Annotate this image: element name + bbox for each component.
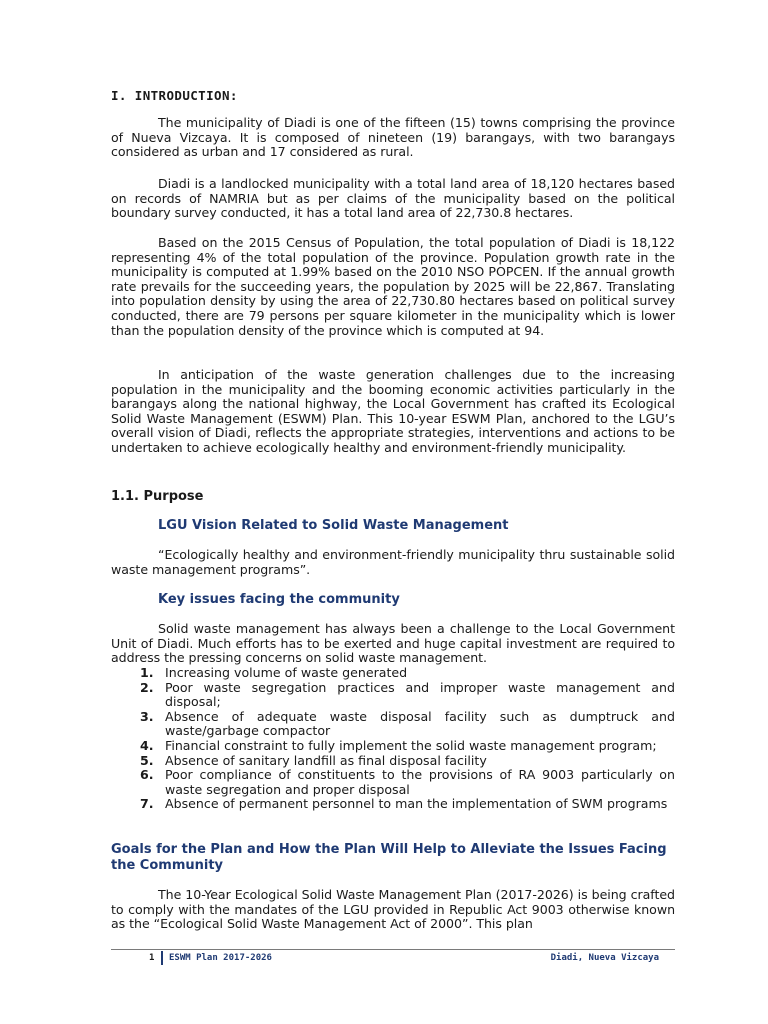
list-item [140, 739, 675, 754]
goals-text: The 10-Year Ecological Solid Waste Management Plan (2017-2026) is being crafted to comply with the mandates of the LGU provided in Republic Act 9003 otherwise known as the “Ecological Solid Waste Management Act of 2000”. This plan [111, 887, 675, 932]
list-item-text: Increasing volume of waste generated [165, 665, 408, 680]
purpose-heading: 1.1. Purpose [111, 489, 204, 504]
list-item [140, 768, 675, 797]
issues-intro: Solid waste management has always been a challenge to the Local Government Unit of Diadi. Much efforts has to be exerted and huge capital investment are required to address the pressing concerns on solid waste management. [111, 621, 675, 666]
list-item-text: Absence of sanitary landfill as final disposal facility [165, 752, 487, 768]
page-footer [111, 951, 675, 965]
list-item [140, 710, 675, 739]
intro-paragraph-2: Diadi is a landlocked municipality with a total land area of 18,120 hectares based on records of NAMRIA but as per claims of the municipality based on the political boundary survey conducted, it has a total land area of 22,730.8 hectares. [111, 176, 675, 221]
vision-heading: LGU Vision Related to Solid Waste Management [158, 518, 509, 533]
footer-plan-title: ESWM Plan 2017-2026 [169, 953, 272, 963]
list-item-number: 3. [140, 708, 154, 724]
list-item-text: Absence of adequate waste disposal facility such as dumptruck and waste/garbage compactor [165, 708, 675, 739]
footer-separator [161, 951, 163, 965]
list-item-text: Poor compliance of constituents to the provisions of RA 9003 particularly on waste segregation and proper disposal [165, 767, 675, 797]
list-item-text: Absence of permanent personnel to man the implementation of SWM programs [165, 796, 668, 812]
goals-heading: Goals for the Plan and How the Plan Will Help to Alleviate the Issues Facing the Community [111, 842, 667, 873]
list-item [140, 797, 675, 812]
list-item-number: 1. [140, 665, 154, 680]
list-item-number: 4. [140, 737, 154, 753]
issues-list [140, 666, 675, 812]
list-item-text: Financial constraint to fully implement the solid waste management program; [165, 737, 657, 753]
page-number: 1 [149, 953, 155, 963]
list-item-number: 6. [140, 767, 154, 783]
list-item-text: Poor waste segregation practices and improper waste management and disposal; [165, 679, 675, 710]
list-item-number: 5. [140, 752, 154, 768]
footer-divider [111, 949, 675, 950]
list-item [140, 681, 675, 710]
intro-paragraph-4: In anticipation of the waste generation challenges due to the increasing population in the municipality and the booming economic activities particularly in the barangays along the national highway, the Local Government has crafted its Ecological Solid Waste Management (ESWM) Plan. This 10-year ESWM Plan, anchored to the LGU’s overall vision of Diadi, reflects the appropriate strategies, interventions and actions to be undertaken to achieve ecologically healthy and environment-friendly municipality. [111, 367, 675, 455]
issues-heading: Key issues facing the community [158, 592, 400, 607]
list-item [140, 754, 675, 769]
footer-location: Diadi, Nueva Vizcaya [550, 953, 659, 963]
intro-paragraph-3: Based on the 2015 Census of Population, the total population of Diadi is 18,122 representing 4% of the total population of the province. Population growth rate in the municipality is computed at 1.99% based on the 2010 NSO POPCEN. If the annual growth rate prevails for the succeeding years, the population by 2025 will be 22,867. Translating into population density by using the area of 22,730.80 hectares based on political survey conducted, there are 79 persons per square kilometer in the municipality which is lower than the population density of the province which is computed at 94. [111, 235, 675, 338]
section-heading-introduction: I. INTRODUCTION: [111, 88, 238, 103]
intro-paragraph-1: The municipality of Diadi is one of the fifteen (15) towns comprising the province of Nueva Vizcaya. It is composed of nineteen (19) barangays, with two barangays considered as urban and 17 considered as rural. [111, 115, 675, 160]
list-item-number: 7. [140, 796, 154, 812]
list-item-number: 2. [140, 679, 154, 695]
vision-text: “Ecologically healthy and environment-friendly municipality thru sustainable solid waste management programs”. [111, 547, 675, 577]
list-item [140, 666, 675, 681]
